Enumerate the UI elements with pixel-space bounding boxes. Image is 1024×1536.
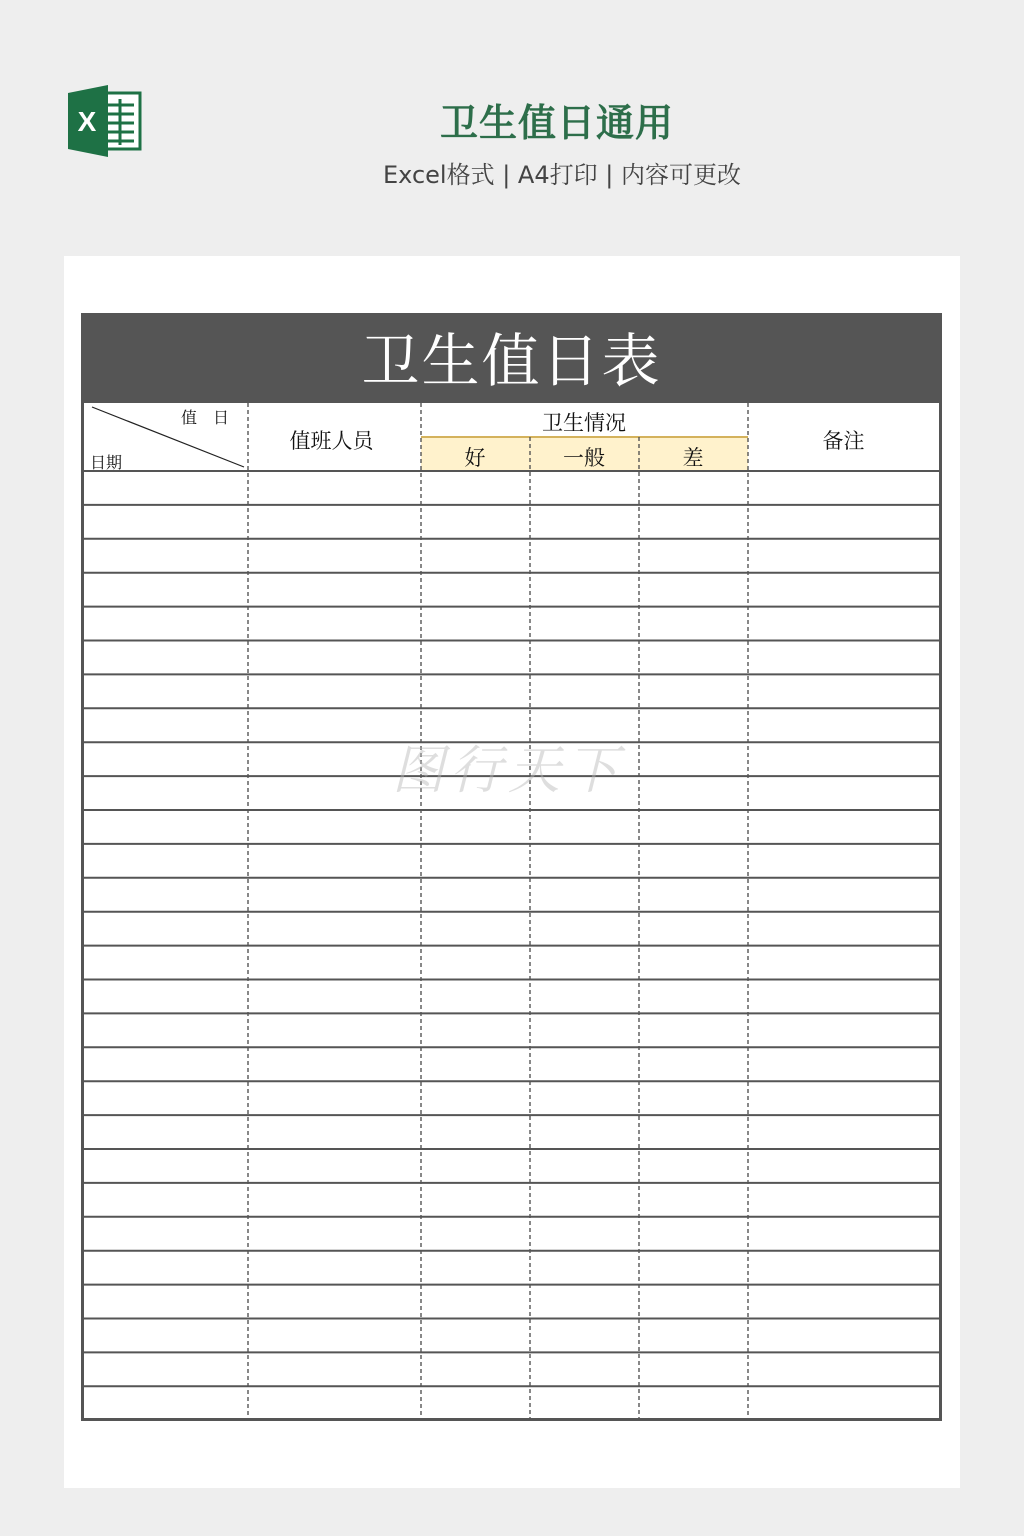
col-header-bad: 差 <box>682 446 704 470</box>
col-header-remark: 备注 <box>822 429 865 453</box>
sheet-table <box>81 403 942 1421</box>
col-header-hygiene: 卫生情况 <box>542 411 626 435</box>
col-header-normal: 一般 <box>563 446 605 470</box>
sheet-title: 卫生值日表 <box>81 313 942 403</box>
duty-sheet <box>81 313 942 1421</box>
paper-preview <box>64 256 960 1488</box>
excel-logo-letter: X <box>77 106 97 137</box>
promo-subtitle: Excel格式 | A4打印 | 内容可更改 <box>383 161 741 189</box>
col-header-staff: 值班人员 <box>289 429 374 453</box>
col-header-good: 好 <box>464 446 486 470</box>
promo-title: 卫生值日通用 <box>439 101 674 145</box>
watermark: 图行天下 <box>392 741 625 801</box>
corner-bottom-label: 日期 <box>90 453 123 472</box>
corner-top-label: 值 日 <box>181 408 230 427</box>
table-grid <box>84 403 939 1418</box>
